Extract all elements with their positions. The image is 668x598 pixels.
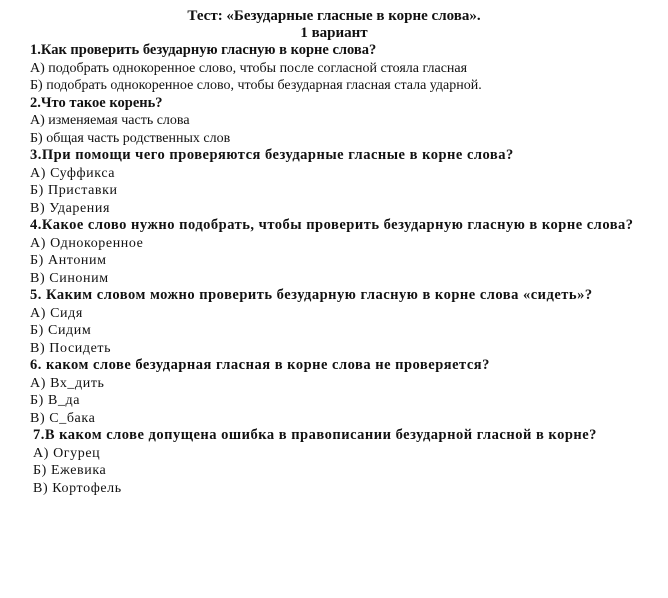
question-text: 5. Каким словом можно проверить безударную гласную в корне слова «сидеть»?	[30, 287, 593, 303]
answer-option: А) Сидя	[30, 305, 83, 321]
answer-option: Б) подобрать однокоренное слово, чтобы безударная гласная стала ударной.	[30, 78, 482, 93]
question-text: 7.В каком слове допущена ошибка в правописании безударной гласной в корне?	[33, 427, 597, 443]
question-7	[30, 427, 650, 497]
answer-option: Б) Антоним	[30, 253, 107, 268]
answer-option: Б) общая часть родственных слов	[30, 130, 231, 146]
answer-option: А) Суффикса	[30, 165, 116, 181]
answer-option: Б) Ежевика	[33, 463, 107, 478]
question-text: 4.Какое слово нужно подобрать, чтобы проверить безударную гласную в корне слова?	[30, 217, 634, 233]
question-3	[30, 147, 650, 217]
question-text: 1.Как проверить безударную гласную в корне слова?	[30, 42, 377, 58]
answer-option: Б) Приставки	[30, 183, 118, 198]
question-text: 2.Что такое корень?	[30, 94, 163, 111]
question-1	[30, 42, 650, 95]
question-list	[0, 42, 668, 497]
question-2	[30, 95, 650, 148]
question-6	[30, 357, 650, 427]
answer-option: В) Кортофель	[33, 480, 122, 496]
question-text: 3.При помощи чего проверяются безударные гласные в корне слова?	[30, 147, 514, 163]
test-document	[0, 8, 668, 497]
answer-option: А) изменяемая часть слова	[30, 113, 190, 128]
document-title: Тест: «Безударные гласные в корне слова».	[187, 8, 481, 24]
answer-option: Б) В_да	[30, 393, 81, 408]
answer-option: А) Однокоренное	[30, 235, 144, 251]
answer-option: А) Огурец	[33, 445, 101, 461]
answer-option: В) Синоним	[30, 270, 109, 286]
variant-label: 1 вариант	[300, 25, 368, 41]
question-4	[30, 217, 650, 287]
question-5	[30, 287, 650, 357]
answer-option: Б) Сидим	[30, 323, 92, 338]
answer-option: В) С_бака	[30, 410, 96, 426]
question-text: 6. каком слове безударная гласная в корне слова не проверяется?	[30, 357, 490, 373]
answer-option: В) Ударения	[30, 200, 111, 216]
answer-option: В) Посидеть	[30, 340, 112, 356]
answer-option: А) подобрать однокоренное слово, чтобы после согласной стояла гласная	[30, 60, 468, 76]
answer-option: А) Вх_дить	[30, 375, 105, 391]
